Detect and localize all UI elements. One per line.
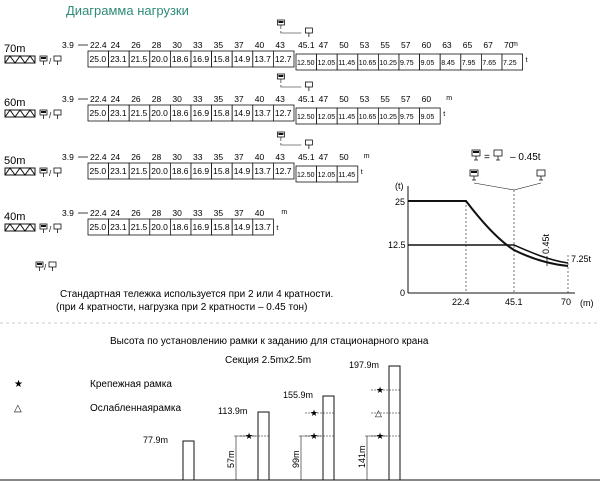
tower-height-label: 155.9m	[283, 390, 314, 400]
note-line-2: (при 4 кратности, нагрузка при 2 кратности – 0.45 тон)	[56, 302, 308, 313]
position-label: 3.9	[62, 40, 74, 50]
tower	[349, 360, 400, 480]
dimension-label: 57m	[226, 450, 236, 468]
hook-2x-icon-chart	[537, 170, 545, 180]
row-label: 70m	[4, 43, 26, 55]
position-label: 33	[193, 94, 203, 104]
load-value-2x: 11.45	[338, 172, 356, 179]
load-row	[4, 208, 287, 235]
position-label: 40	[254, 40, 265, 50]
position-label: 33	[193, 208, 203, 218]
position-label: 70	[504, 40, 514, 50]
tower-mast	[323, 396, 334, 480]
x-axis-unit: (m)	[580, 298, 594, 308]
load-value-4x: 18.6	[171, 222, 189, 232]
jib-truss-icon	[5, 168, 35, 175]
hook-switch-icons	[277, 132, 312, 149]
position-label: 47	[318, 40, 329, 50]
load-value-4x: 12.7	[274, 108, 292, 118]
heights-title: Высота по установлению рамки к заданию для стационарного крана	[110, 336, 429, 347]
legend-equals: =	[484, 152, 490, 163]
position-label: 35	[213, 94, 224, 104]
load-value-4x: 20.0	[151, 108, 168, 118]
load-value-4x: 13.7	[254, 222, 271, 232]
position-label: 60	[421, 94, 432, 104]
load-value-4x: 13.7	[254, 108, 271, 118]
tower-heights	[143, 360, 400, 480]
load-row	[4, 20, 528, 70]
load-value-2x: 9.05	[420, 114, 435, 121]
position-label: 28	[151, 152, 162, 162]
position-label: 35	[213, 40, 224, 50]
position-label: 47	[318, 94, 329, 104]
unit-m-label: m	[363, 153, 370, 160]
position-label: 35	[213, 208, 224, 218]
position-label: 43	[275, 40, 285, 50]
pointer-2x	[514, 183, 541, 190]
position-label: 45.1	[298, 152, 315, 162]
load-value-2x: 10.25	[379, 114, 397, 121]
position-label: 60	[421, 40, 432, 50]
hook-icons	[40, 56, 61, 66]
position-label: 43	[275, 94, 285, 104]
position-label: 65	[462, 40, 473, 50]
load-value-2x: 10.65	[358, 60, 377, 67]
position-label: 24	[110, 94, 121, 104]
hook-switch-icons	[277, 74, 312, 91]
position-label: 50	[339, 152, 349, 162]
position-label: 57	[401, 94, 411, 104]
position-label: 28	[151, 40, 162, 50]
unit-m-label: m	[281, 209, 288, 216]
position-label: 3.9	[62, 94, 74, 104]
load-value-4x: 21.5	[130, 54, 148, 64]
position-label: 3.9	[62, 208, 74, 218]
load-value-2x: 7.25	[503, 60, 517, 67]
svg-text:/: /	[49, 225, 52, 234]
load-value-4x: 25.0	[89, 54, 107, 64]
jib-truss-icon	[5, 224, 35, 231]
position-label: 55	[380, 94, 390, 104]
load-value-2x: 11.45	[338, 114, 356, 121]
hook-icons	[40, 168, 61, 178]
position-label: 22.4	[90, 152, 107, 162]
hook-2x-icon	[494, 150, 502, 160]
load-value-4x: 12.7	[274, 54, 292, 64]
tower-height-label: 113.9m	[218, 406, 248, 416]
load-value-4x: 16.9	[192, 166, 210, 176]
position-label: 24	[110, 40, 121, 50]
hook-pair-icon	[36, 262, 56, 272]
position-label: 50	[339, 40, 349, 50]
section-size: Секция 2.5mx2.5m	[225, 355, 312, 366]
load-value-2x: 10.65	[358, 114, 377, 121]
load-value-4x: 16.9	[192, 54, 210, 64]
load-value-4x: 21.5	[130, 166, 148, 176]
load-value-4x: 25.0	[89, 222, 107, 232]
load-value-4x: 14.9	[233, 166, 251, 176]
y-axis-unit: (t)	[395, 181, 404, 191]
load-value-2x: 12.50	[297, 114, 315, 121]
load-value-2x: 9.75	[400, 60, 414, 67]
position-label: 22.4	[90, 94, 107, 104]
position-label: 50	[339, 94, 349, 104]
position-label: 26	[131, 94, 141, 104]
unit-m-label: m	[446, 95, 453, 102]
row-label: 60m	[4, 97, 26, 109]
dimension-label: 99m	[291, 450, 301, 468]
load-value-2x: 10.25	[379, 60, 397, 67]
position-label: 37	[234, 208, 244, 218]
svg-text:/: /	[49, 169, 52, 178]
position-label: 33	[193, 152, 203, 162]
load-value-2x: 12.50	[297, 172, 315, 179]
position-label: 26	[131, 40, 141, 50]
load-value-2x: 12.05	[317, 172, 336, 179]
tower-height-label: 77.9m	[143, 435, 169, 445]
position-label: 24	[110, 208, 121, 218]
load-value-4x: 21.5	[130, 222, 148, 232]
position-label: 3.9	[62, 152, 74, 162]
frame-star: ★	[376, 385, 385, 395]
position-label: 40	[254, 94, 265, 104]
position-label: 55	[380, 40, 390, 50]
frame-star: ★	[310, 431, 319, 441]
position-label: 26	[131, 208, 141, 218]
load-value-2x: 12.05	[317, 60, 336, 67]
position-label: 45.1	[298, 40, 315, 50]
y-tick-12-5: 12.5	[388, 240, 406, 250]
load-value-4x: 16.9	[192, 222, 210, 232]
load-row	[4, 74, 452, 124]
load-value-2x: 12.50	[297, 60, 315, 67]
y-tick-25: 25	[395, 197, 406, 207]
load-value-2x: 8.45	[441, 60, 455, 67]
annotation-0-45t: 0.45t	[541, 233, 551, 254]
tower	[283, 390, 334, 480]
load-value-2x: 7.95	[461, 60, 476, 67]
svg-text:/: /	[49, 111, 52, 120]
unit-m-label: m	[512, 41, 518, 48]
position-label: 30	[172, 94, 182, 104]
load-value-4x: 15.8	[213, 222, 230, 232]
load-value-4x: 14.9	[233, 54, 251, 64]
position-label: 24	[110, 152, 121, 162]
load-value-2x: 12.05	[317, 114, 336, 121]
position-label: 57	[401, 40, 411, 50]
frame-star: ★	[376, 431, 385, 441]
pointer-4x	[474, 183, 514, 190]
load-value-4x: 14.9	[233, 222, 251, 232]
position-label: 30	[172, 40, 182, 50]
tower-height-label: 197.9m	[349, 360, 380, 370]
position-label: 67	[483, 40, 493, 50]
load-value-4x: 15.8	[213, 166, 230, 176]
load-value-4x: 16.9	[192, 108, 210, 118]
unit-t-label: t	[443, 111, 446, 118]
hook-legend	[472, 150, 541, 163]
hook-switch-icons	[277, 20, 312, 37]
load-value-4x: 23.1	[110, 108, 127, 118]
jib-truss-icon	[5, 110, 35, 117]
unit-t-label: t	[276, 225, 279, 232]
load-value-4x: 20.0	[151, 222, 168, 232]
load-value-4x: 21.5	[130, 108, 148, 118]
position-label: 40	[254, 208, 265, 218]
hook-icons	[40, 224, 61, 234]
load-value-4x: 25.0	[89, 108, 107, 118]
position-label: 35	[213, 152, 224, 162]
hook-icons	[40, 110, 61, 120]
load-value-4x: 25.0	[89, 166, 107, 176]
tower	[218, 406, 269, 480]
legend-triangle-label: Ослабленнаярамка	[90, 403, 182, 414]
legend-star-label: Крепежная рамка	[90, 379, 172, 390]
unit-t-label: t	[360, 169, 363, 176]
tower	[143, 435, 194, 480]
unit-t-label: t	[525, 57, 528, 64]
note-line-1: Стандартная тележка используется при 2 или 4 кратности.	[60, 289, 334, 300]
triangle-glyph: △	[14, 403, 22, 414]
position-label: 37	[234, 94, 244, 104]
load-value-4x: 14.9	[233, 108, 251, 118]
y-tick-0: 0	[400, 288, 406, 298]
load-value-4x: 23.1	[110, 222, 127, 232]
position-label: 28	[151, 208, 162, 218]
x-tick-22-4: 22.4	[452, 297, 470, 307]
row-label: 40m	[4, 211, 26, 223]
position-label: 26	[131, 152, 141, 162]
load-value-4x: 13.7	[254, 166, 271, 176]
load-value-2x: 9.75	[400, 114, 414, 121]
load-value-2x: 9.05	[420, 60, 435, 67]
load-value-4x: 20.0	[151, 166, 168, 176]
load-value-4x: 18.6	[171, 166, 189, 176]
load-value-4x: 12.7	[274, 166, 292, 176]
load-value-4x: 15.8	[213, 108, 230, 118]
load-value-4x: 18.6	[171, 108, 189, 118]
position-label: 40	[254, 152, 265, 162]
position-label: 22.4	[90, 40, 107, 50]
position-label: 53	[359, 94, 370, 104]
tower-mast	[258, 412, 269, 480]
load-value-4x: 23.1	[110, 54, 127, 64]
frame-triangle: △	[375, 408, 382, 418]
legend-minus: – 0.45t	[510, 152, 541, 163]
load-curve-chart	[388, 170, 594, 308]
position-label: 22.4	[90, 208, 107, 218]
load-value-4x: 20.0	[151, 54, 168, 64]
tower-mast	[389, 366, 400, 480]
frame-star: ★	[310, 408, 319, 418]
hook-4x-icon-chart	[470, 170, 478, 180]
position-label: 30	[172, 208, 182, 218]
position-label: 28	[151, 94, 162, 104]
position-label: 33	[193, 40, 203, 50]
position-label: 47	[318, 152, 329, 162]
annotation-7-25t: 7.25t	[571, 254, 592, 264]
jib-truss-icon	[5, 56, 35, 63]
star-glyph: ★	[14, 379, 23, 390]
load-row	[4, 132, 370, 182]
position-label: 53	[359, 40, 370, 50]
load-value-2x: 11.45	[338, 60, 356, 67]
position-label: 63	[442, 40, 452, 50]
position-label: 45.1	[298, 94, 315, 104]
load-value-4x: 23.1	[110, 166, 127, 176]
svg-text:/: /	[49, 57, 52, 66]
x-tick-70: 70	[561, 297, 572, 307]
hook-4x-icon	[472, 150, 480, 160]
load-value-4x: 15.8	[213, 54, 230, 64]
position-label: 30	[172, 152, 182, 162]
load-value-4x: 18.6	[171, 54, 189, 64]
position-label: 43	[275, 152, 285, 162]
position-label: 37	[234, 40, 244, 50]
load-value-2x: 7.65	[482, 60, 497, 67]
load-value-4x: 13.7	[254, 54, 271, 64]
position-label: 37	[234, 152, 244, 162]
row-label: 50m	[4, 155, 26, 167]
load-table	[4, 20, 528, 235]
tower-mast	[183, 441, 194, 480]
page-title: Диаграмма нагрузки	[66, 3, 189, 18]
svg-text:/: /	[44, 263, 47, 272]
dimension-label: 141m	[357, 445, 367, 468]
frame-star: ★	[245, 431, 254, 441]
x-tick-45-1: 45.1	[505, 297, 523, 307]
